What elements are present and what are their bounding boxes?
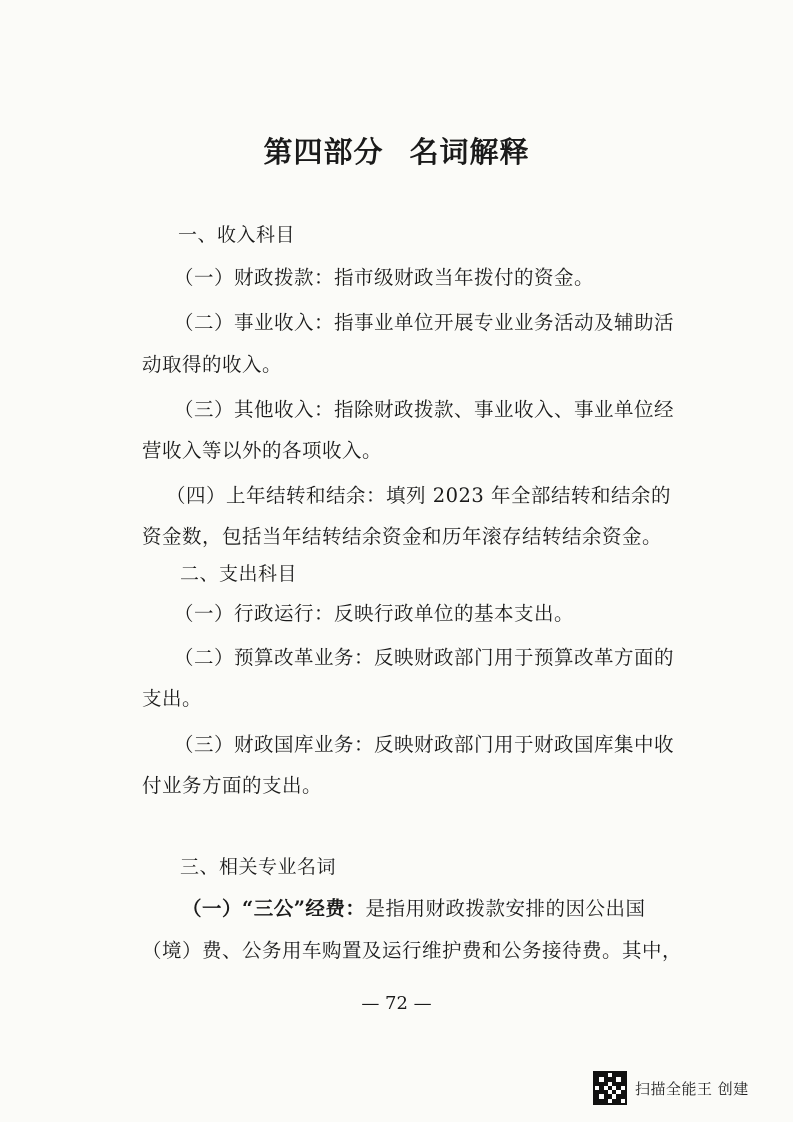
- income-item-4-line-2: 资金数，包括当年结转结余资金和历年滚存结转结余资金。: [142, 525, 663, 548]
- term-definition-start: 是指用财政拨款安排的因公出国: [365, 897, 646, 920]
- watermark-text: 扫描全能王 创建: [635, 1079, 749, 1098]
- terms-heading: 三、相关专业名词: [180, 856, 337, 878]
- expense-item-3-line-1: （三）财政国库业务：反映财政部门用于财政国库集中收: [174, 733, 675, 756]
- page-number: — 72 —: [361, 993, 432, 1014]
- income-item-3-line-2: 营收入等以外的各项收入。: [142, 439, 383, 462]
- scanner-watermark: [593, 1067, 749, 1109]
- expense-item-3-line-2: 付业务方面的支出。: [142, 774, 323, 797]
- page-title: [0, 130, 793, 171]
- expense-item-2-line-2: 支出。: [142, 687, 203, 710]
- term-name-sangong: （一）“三公”经费：: [182, 897, 366, 920]
- income-item-4-line-1: （四）上年结转和结余：填列 2023 年全部结转和结余的: [166, 484, 672, 507]
- title-part: 第四部分: [263, 135, 384, 169]
- income-item-2-line-1: （二）事业收入：指事业单位开展专业业务活动及辅助活: [174, 311, 675, 334]
- income-item-2-line-2: 动取得的收入。: [142, 353, 283, 376]
- title-name: 名词解释: [409, 135, 530, 169]
- expense-heading: 二、支出科目: [180, 563, 298, 585]
- income-heading: 一、收入科目: [178, 224, 296, 246]
- expense-item-1: （一）行政运行：反映行政单位的基本支出。: [174, 602, 575, 625]
- terms-item-1-line-1: [182, 893, 702, 921]
- expense-item-2-line-1: （二）预算改革业务：反映财政部门用于预算改革方面的: [174, 646, 675, 669]
- terms-item-1-line-2: （境）费、公务用车购置及运行维护费和公务接待费。其中，: [142, 939, 683, 962]
- qr-code-icon: [593, 1071, 627, 1105]
- income-item-1: （一）财政拨款：指市级财政当年拨付的资金。: [174, 266, 595, 289]
- income-item-3-line-1: （三）其他收入：指除财政拨款、事业收入、事业单位经: [174, 398, 675, 421]
